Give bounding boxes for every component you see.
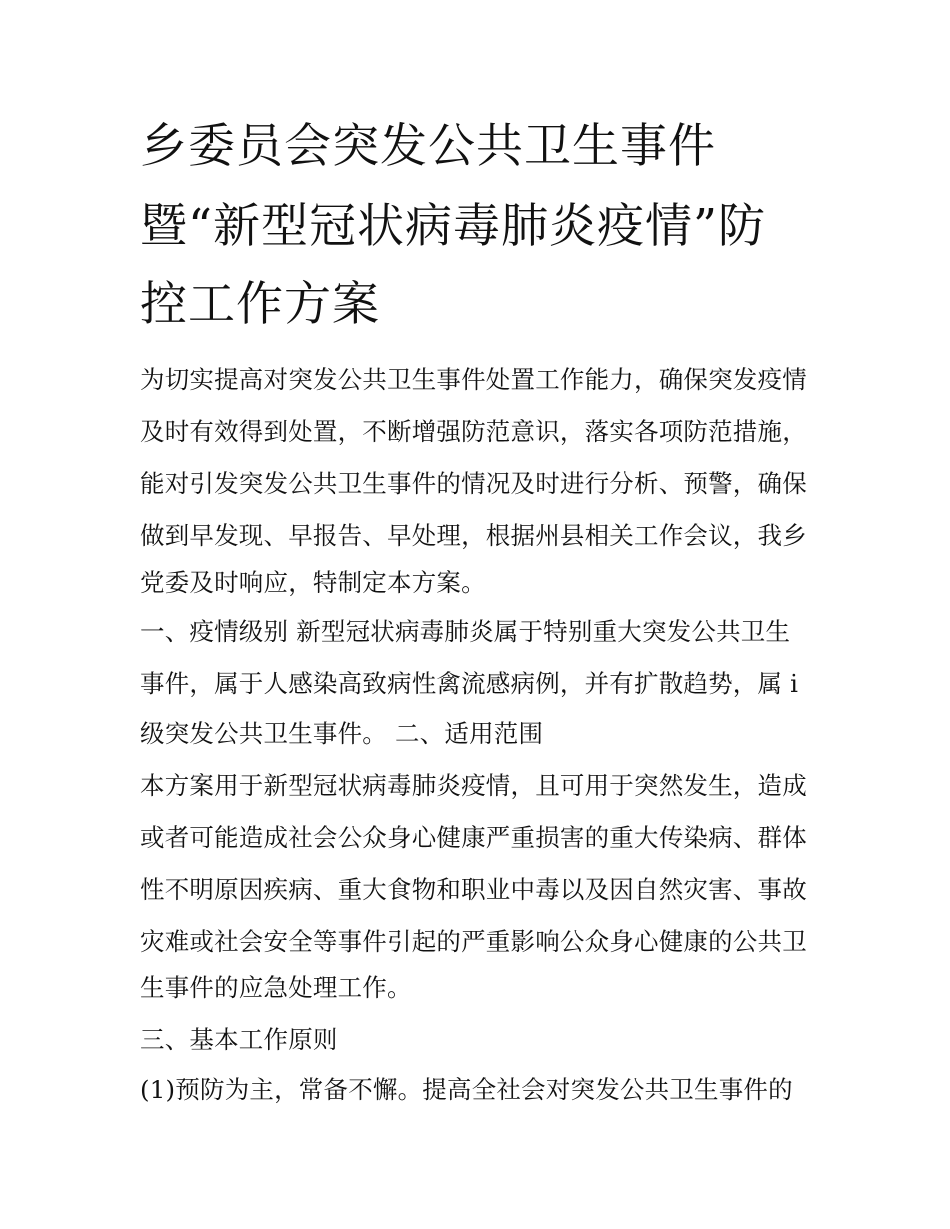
paragraph-line: 或者可能造成社会公众身心健康严重损害的重大传染病、群体 [140, 823, 807, 852]
title-line-1: 乡委员会突发公共卫生事件 [140, 119, 716, 174]
paragraph-line: 事件，属于人感染高致病性禽流感病例，并有扩散趋势，属 i [140, 669, 799, 698]
paragraph-line: 党委及时响应，特制定本方案。 [140, 568, 486, 597]
section-heading-3: 三、基本工作原则 [140, 1025, 338, 1054]
paragraph-line: 能对引发突发公共卫生事件的情况及时进行分析、预警，确保 [140, 469, 807, 498]
paragraph-line: 生事件的应急处理工作。 [140, 973, 412, 1002]
paragraph-line: (1)预防为主，常备不懈。提高全社会对突发公共卫生事件的 [140, 1075, 793, 1104]
paragraph-line: 做到早发现、早报告、早处理，根据州县相关工作会议，我乡 [140, 521, 807, 550]
paragraph-line: 及时有效得到处置，不断增强防范意识，落实各项防范措施， [140, 417, 807, 446]
title-line-2: 暨“新型冠状病毒肺炎疫情”防 [140, 199, 767, 254]
title-line-3: 控工作方案 [140, 277, 380, 332]
paragraph-line: 本方案用于新型冠状病毒肺炎疫情，且可用于突然发生，造成 [140, 771, 807, 800]
section-heading-2-line: 级突发公共卫生事件。 二、适用范围 [140, 719, 544, 748]
paragraph-line: 灾难或社会安全等事件引起的严重影响公众身心健康的公共卫 [140, 927, 807, 956]
paragraph-line: 性不明原因疾病、重大食物和职业中毒以及因自然灾害、事故 [140, 875, 807, 904]
section-heading-1-line: 一、疫情级别 新型冠状病毒肺炎属于特别重大突发公共卫生 [140, 617, 791, 646]
paragraph-line: 为切实提高对突发公共卫生事件处置工作能力，确保突发疫情 [140, 365, 807, 394]
